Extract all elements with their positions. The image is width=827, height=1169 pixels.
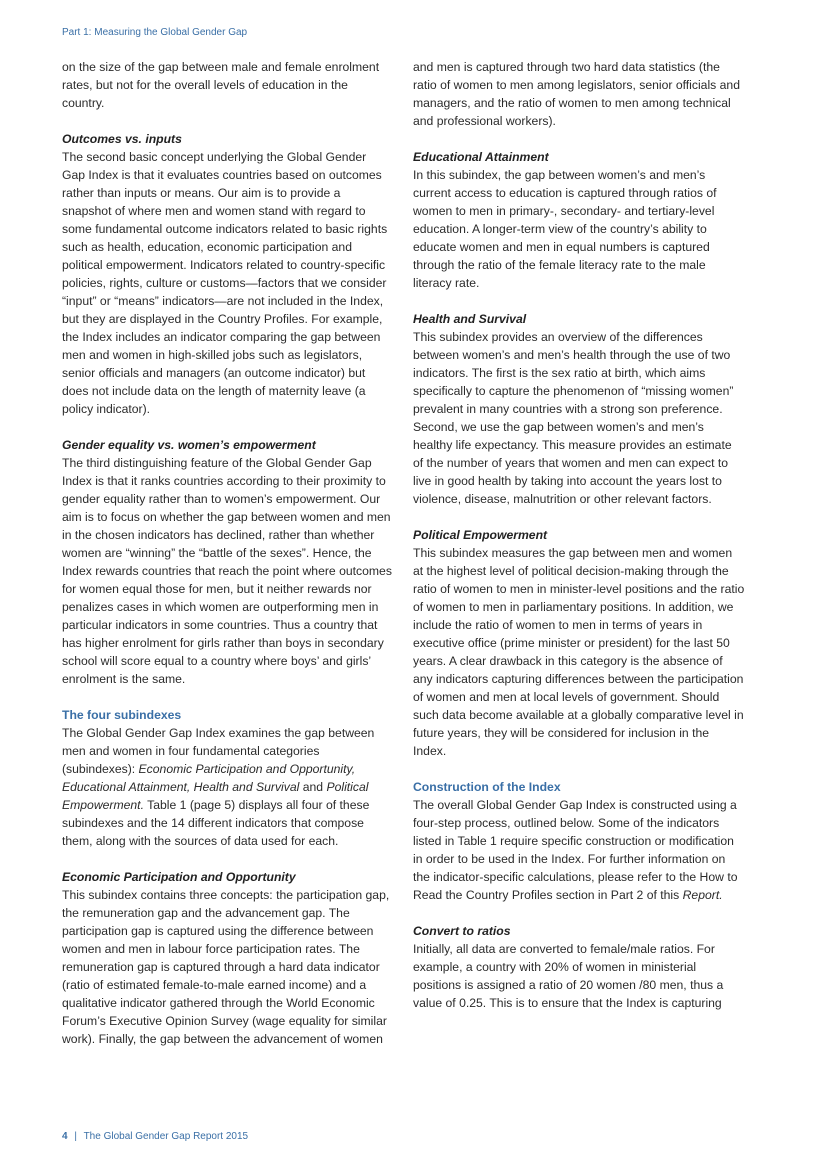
paragraph-construction-of-index	[413, 796, 745, 904]
text-segment: The Global Gender Gap Index examines the gap between men and women in four fundamental categories (subindexes):	[62, 726, 375, 776]
italic-report: Report.	[682, 888, 723, 902]
paragraph-outcomes-vs-inputs: The second basic concept underlying the Global Gender Gap Index is that it evaluates countries based on outcomes rather than inputs or means. Our aim is to provide a snapshot of where men and women stand with regard to some fundamental outcome indicators related to basic rights such as health, education, economic participation and political empowerment. Indicators related to country-specific policies, rights, culture or customs—factors that we consider “input” or “means” indicators—are not included in the Index, but they are displayed in the Country Profiles. For example, the Index includes an indicator comparing the gap between men and women in high-skilled jobs such as legislators, senior officials and managers (an outcome indicator) but does not include data on the length of maternity leave (a policy indicator).	[62, 150, 388, 416]
text-segment: and	[299, 780, 327, 794]
paragraph-continuation: on the size of the gap between male and female enrolment rates, but not for the overall levels of education in the country.	[62, 60, 380, 110]
right-column	[413, 58, 745, 1012]
heading-political-empowerment: Political Empowerment	[413, 528, 548, 542]
paragraph-educational-attainment: In this subindex, the gap between women’s and men’s current access to education is captured through ratios of women to men in primary-, secondary- and tertiary-level education. A longer-term view of the country’s ability to educate women and men in equal numbers is captured through the ratio of the female literacy rate to the male literacy rate.	[413, 168, 717, 290]
heading-educational-attainment: Educational Attainment	[413, 150, 549, 164]
italic-subindex-names: Economic Participation and Opportunity, Educational Attainment, Health and Survival	[62, 762, 356, 794]
heading-gender-equality: Gender equality vs. women’s empowerment	[62, 438, 316, 452]
left-column	[62, 58, 392, 1048]
heading-construction-of-index: Construction of the Index	[413, 780, 561, 794]
text-segment: The overall Global Gender Gap Index is constructed using a four-step process, outlined below. Some of the indicators listed in Table 1 require specific construction or modification in order to be used in the Index. For further information on the indicator-specific calculations, please refer to the How to Read the Country Profiles section in Part 2 of this	[413, 798, 738, 902]
paragraph-economic-participation: This subindex contains three concepts: the participation gap, the remuneration gap and the advancement gap. The participation gap is captured using the difference between women and men in labour force participation rates. The remuneration gap is captured through a hard data indicator (ratio of estimated female-to-male earned income) and a qualitative indicator gathered through the World Economic Forum’s Executive Opinion Survey (wage equality for similar work). Finally, the gap between the advancement of women	[62, 888, 390, 1046]
text-segment: Table 1 (page 5) displays all four of these subindexes and the 14 different indicators that compose them, along with the sources of data used for each.	[62, 798, 370, 848]
paragraph-four-subindexes	[62, 724, 392, 850]
heading-convert-to-ratios: Convert to ratios	[413, 924, 511, 938]
footer-separator: |	[74, 1131, 77, 1142]
page-footer	[62, 1131, 248, 1142]
running-header: Part 1: Measuring the Global Gender Gap	[62, 27, 248, 38]
heading-health-and-survival: Health and Survival	[413, 312, 527, 326]
paragraph-health-and-survival: This subindex provides an overview of the differences between women’s and men’s health through the use of two indicators. The first is the sex ratio at birth, which aims specifically to capture the phenomenon of “missing women” prevalent in many countries with a strong son preference. Second, we use the gap between women’s and men’s healthy life expectancy. This measure provides an estimate of the number of years that women and men can expect to live in good health by taking into account the years lost to violence, disease, malnutrition or other relevant factors.	[413, 330, 734, 506]
paragraph-continuation-right: and men is captured through two hard data statistics (the ratio of women to men among legislators, senior officials and managers, and the ratio of women to men among technical and professional workers).	[413, 60, 740, 128]
heading-outcomes-vs-inputs: Outcomes vs. inputs	[62, 132, 182, 146]
footer-report-title: The Global Gender Gap Report 2015	[83, 1131, 249, 1142]
italic-political-empowerment: Political Empowerment.	[62, 780, 369, 812]
paragraph-convert-to-ratios: Initially, all data are converted to female/male ratios. For example, a country with 20% of women in ministerial positions is assigned a ratio of 20 women /80 men, thus a value of 0.25. This is to ensure that the Index is capturing	[413, 942, 724, 1010]
heading-economic-participation: Economic Participation and Opportunity	[62, 870, 296, 884]
page-number: 4	[62, 1131, 68, 1142]
paragraph-gender-equality: The third distinguishing feature of the Global Gender Gap Index is that it ranks countries according to their proximity to gender equality rather than to women’s empowerment. Our aim is to focus on whether the gap between women and men in the chosen indicators has declined, rather than whether women are “winning” the “battle of the sexes”. Hence, the Index rewards countries that reach the point where outcomes for women equal those for men, but it neither rewards nor penalizes cases in which women are outperforming men in particular indicators in some countries. Thus a country that has higher enrolment for girls rather than boys in secondary school will score equal to a country where boys’ and girls’ enrolment is the same.	[62, 456, 392, 686]
paragraph-political-empowerment: This subindex measures the gap between men and women at the highest level of political decision-making through the ratio of women to men in minister-level positions and the ratio of women to men in parliamentary positions. In addition, we include the ratio of women to men in terms of years in executive office (prime minister or president) for the last 50 years. A clear drawback in this category is the absence of any indicators capturing differences between the participation of women and men at local levels of government. Should such data become available at a globally comparative level in future years, they will be considered for inclusion in the Index.	[413, 546, 745, 758]
heading-four-subindexes: The four subindexes	[62, 708, 182, 722]
